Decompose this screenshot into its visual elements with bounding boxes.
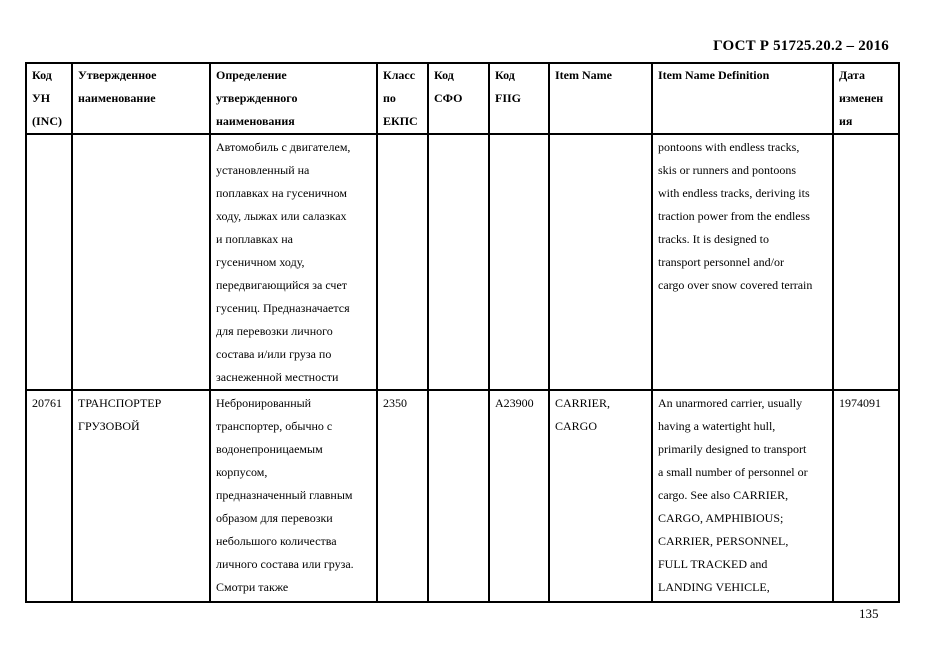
cell-change-date xyxy=(833,134,899,390)
cell-inc xyxy=(26,134,72,390)
standard-id-header: ГОСТ Р 51725.20.2 – 2016 xyxy=(713,38,889,54)
cell-ekps-class xyxy=(377,134,428,390)
cell-fiig-code: A23900 xyxy=(489,390,549,602)
header-fiig-code: Код FIIG xyxy=(489,63,549,134)
table-row xyxy=(26,390,899,602)
cell-item-name: CARRIER, CARGO xyxy=(549,390,652,602)
nomenclature-table xyxy=(25,62,900,603)
cell-approved-name xyxy=(72,134,210,390)
page-number: 135 xyxy=(859,606,879,621)
cell-fiig-code xyxy=(489,134,549,390)
table-row xyxy=(26,134,899,390)
header-approved-name: Утвержденное наименование xyxy=(72,63,210,134)
cell-item-name-definition: An unarmored carrier, usually having a watertight hull, primarily designed to transport a small number of personnel or cargo. See also CARRIER, CARGO, AMPHIBIOUS; CARRIER, PERSONNEL, FULL TRACKED and LANDING VEHICLE, xyxy=(652,390,833,602)
cell-ekps-class: 2350 xyxy=(377,390,428,602)
cell-item-name-definition: pontoons with endless tracks, skis or runners and pontoons with endless tracks, deriving its traction power from the endless tracks. It is designed to transport personnel and/or cargo over snow covered terrain xyxy=(652,134,833,390)
cell-definition-ru: Небронированный транспортер, обычно с водонепроницаемым корпусом, предназначенный главным образом для перевозки небольшого количества личного состава или груза. Смотри также xyxy=(210,390,377,602)
cell-approved-name: ТРАНСПОРТЕР ГРУЗОВОЙ xyxy=(72,390,210,602)
cell-item-name xyxy=(549,134,652,390)
header-change-date: Дата изменен ия xyxy=(833,63,899,134)
header-inc: Код УН (INC) xyxy=(26,63,72,134)
header-definition-ru: Определение утвержденного наименования xyxy=(210,63,377,134)
cell-definition-ru: Автомобиль с двигателем, установленный на поплавках на гусеничном ходу, лыжах или салазках и поплавках на гусеничном ходу, передвигающийся за счет гусениц. Предназначается для перевозки личного состава и/или груза по заснеженной местности xyxy=(210,134,377,390)
header-item-name-definition: Item Name Definition xyxy=(652,63,833,134)
header-sfo-code: Код СФО xyxy=(428,63,489,134)
header-ekps-class: Класс по ЕКПС xyxy=(377,63,428,134)
cell-inc: 20761 xyxy=(26,390,72,602)
table-header-row xyxy=(26,63,899,134)
header-item-name: Item Name xyxy=(549,63,652,134)
cell-sfo-code xyxy=(428,134,489,390)
cell-sfo-code xyxy=(428,390,489,602)
cell-change-date: 1974091 xyxy=(833,390,899,602)
